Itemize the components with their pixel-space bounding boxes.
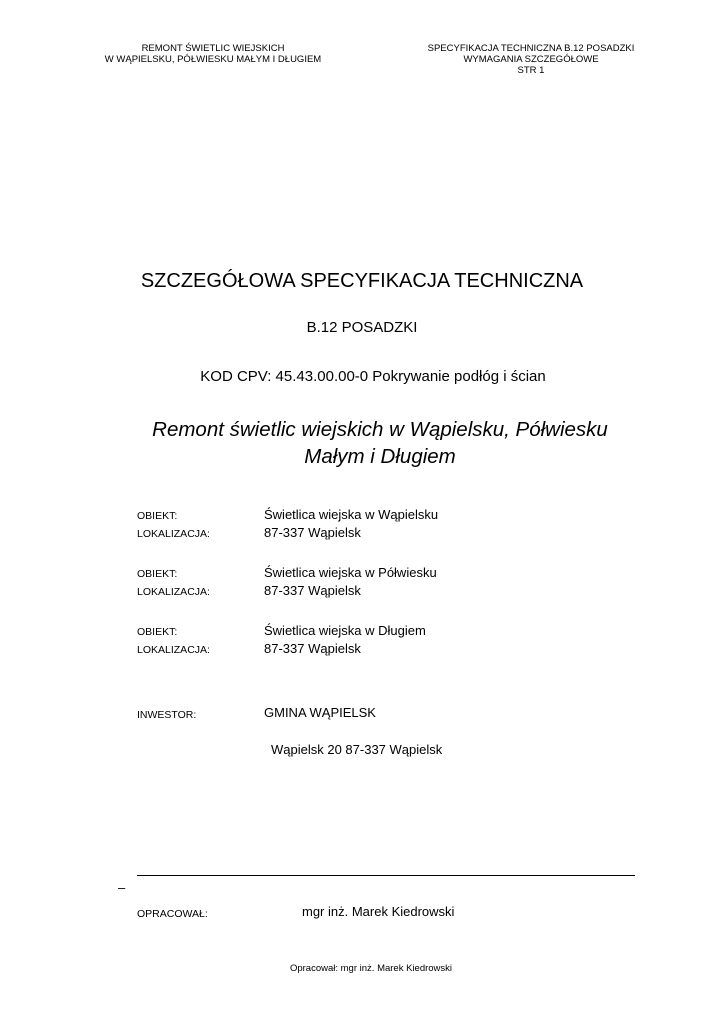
location-label: LOKALIZACJA: [137,528,210,540]
document-title: SZCZEGÓŁOWA SPECYFIKACJA TECHNICZNA [140,270,584,292]
prepared-label: OPRACOWAŁ: [137,908,208,920]
investor-address: Wąpielsk 20 87-337 Wąpielsk [271,742,443,757]
project-subject-line1: Remont świetlic wiejskich w Wąpielsku, Półwiesku [152,418,608,441]
object-label: OBIEKT: [137,510,178,522]
location-value: 87-337 Wąpielsk [264,641,361,656]
object-value: Świetlica wiejska w Wąpielsku [264,507,439,522]
object-label: OBIEKT: [137,626,178,638]
object-label: OBIEKT: [137,568,178,580]
header-left [100,43,326,65]
object-value: Świetlica wiejska w Półwiesku [264,565,437,580]
prepared-name: mgr inż. Marek Kiedrowski [302,904,455,919]
project-subject [0,416,724,470]
project-subject-line2: Małym i Długiem [304,445,456,468]
location-label: LOKALIZACJA: [137,586,210,598]
header-left-line2: W WĄPIELSKU, PÓŁWIESKU MAŁYM I DŁUGIEM [104,54,322,65]
header-right-line3: STR 1 [517,65,545,76]
document-code: B.12 POSADZKI [306,319,418,336]
header-right [420,43,642,76]
separator-dash: – [118,880,126,895]
header-left-line1: REMONT ŚWIETLIC WIEJSKICH [141,43,285,54]
object-value: Świetlica wiejska w Długiem [264,623,426,638]
investor-name: GMINA WĄPIELSK [264,705,376,720]
cpv-code: KOD CPV: 45.43.00.00-0 Pokrywanie podłóg i ścian [200,368,546,385]
page-footer: Opracował: mgr inż. Marek Kiedrowski [289,963,453,974]
investor-label: INWESTOR: [137,709,197,721]
separator-line [137,875,635,876]
header-right-line1: SPECYFIKACJA TECHNICZNA B.12 POSADZKI [427,43,635,54]
header-right-line2: WYMAGANIA SZCZEGÓŁOWE [463,54,599,65]
location-value: 87-337 Wąpielsk [264,525,361,540]
location-label: LOKALIZACJA: [137,644,210,656]
location-value: 87-337 Wąpielsk [264,583,361,598]
